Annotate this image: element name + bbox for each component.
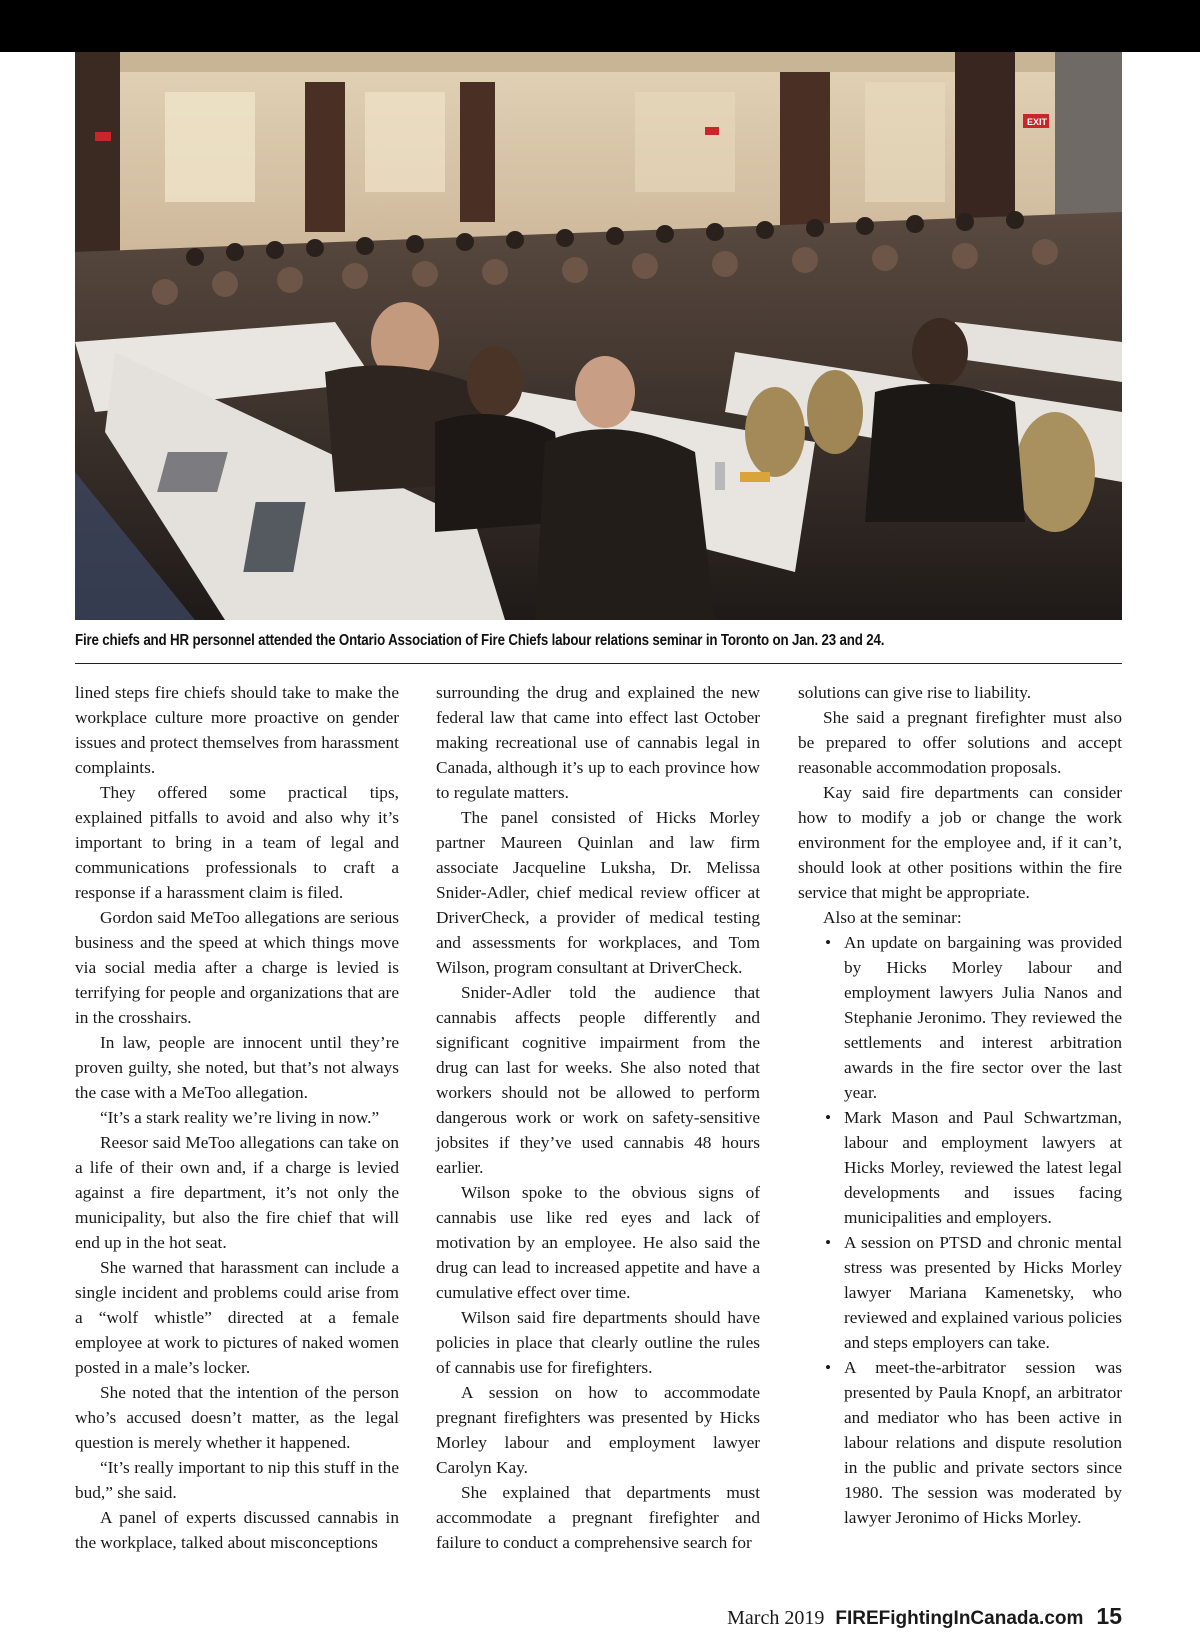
- list-item: [798, 930, 1122, 1105]
- paragraph: She noted that the intention of the person who’s accused doesn’t matter, as the legal question is merely whether it happened.: [75, 1383, 399, 1452]
- paragraph: Snider-Adler told the audience that cannabis affects people differently and significant cognitive impairment from the drug can last for weeks. She also noted that workers should not be allowed to perform dangerous work or work on safety-sensitive jobsites if they’ve used cannabis 48 hours earlier.: [436, 983, 760, 1177]
- paragraph: The panel consisted of Hicks Morley partner Maureen Quinlan and law firm associate Jacqueline Luksha, Dr. Melissa Snider-Adler, chief medical review officer at DriverCheck, a provider of medical testing and assessments for workplaces, and Tom Wilson, program consultant at DriverCheck.: [436, 808, 760, 977]
- paragraph: lined steps fire chiefs should take to make the workplace culture more proactive on gender issues and protect themselves from harassment complaints.: [75, 683, 399, 777]
- paragraph: Kay said fire departments can consider how to modify a job or change the work environment for the employee and, if it can’t, should look at other positions within the fire service that might be appropriate.: [798, 783, 1122, 902]
- page-footer: [727, 1603, 1122, 1630]
- paragraph: Wilson said fire departments should have policies in place that clearly outline the rules of cannabis use for firefighters.: [436, 1308, 760, 1377]
- list-item-text: A meet-the-arbitrator session was presented by Paula Knopf, an arbitrator and mediator who has been active in labour relations and dispute resolution in the public and private sectors since 1980. The session was moderated by lawyer Jeronimo of Hicks Morley.: [844, 1358, 1122, 1527]
- paragraph: Also at the seminar:: [823, 908, 962, 927]
- issue-date: March 2019: [727, 1607, 825, 1629]
- photo-caption: Fire chiefs and HR personnel attended the Ontario Association of Fire Chiefs labour relations seminar in Toronto on Jan. 23 and 24.: [75, 632, 885, 649]
- list-item: [798, 1105, 1122, 1230]
- paragraph: “It’s really important to nip this stuff in the bud,” she said.: [75, 1458, 399, 1502]
- paragraph: solutions can give rise to liability.: [798, 683, 1032, 702]
- paragraph: They offered some practical tips, explained pitfalls to avoid and also why it’s important to bring in a team of legal and communications professionals to craft a response if a harassment claim is filed.: [75, 783, 399, 902]
- bullet-icon: •: [825, 1108, 832, 1127]
- paragraph: Gordon said MeToo allegations are serious business and the speed at which things move via social media after a charge is levied is terrifying for people and organizations that are in the crosshairs.: [75, 908, 399, 1027]
- paragraph: In law, people are innocent until they’re proven guilty, she noted, but that’s not always the case with a MeToo allegation.: [75, 1033, 399, 1102]
- bullet-icon: •: [825, 933, 832, 952]
- list-item: [798, 1355, 1122, 1530]
- list-item: [798, 1230, 1122, 1355]
- paragraph: She explained that departments must accommodate a pregnant firefighter and failure to conduct a comprehensive search for: [436, 1483, 760, 1552]
- article-column-1: [75, 680, 399, 1555]
- paragraph: Wilson spoke to the obvious signs of cannabis use like red eyes and lack of motivation by an employee. He also said the drug can lead to increased appetite and have a cumulative effect over time.: [436, 1183, 760, 1302]
- page-number: 15: [1096, 1603, 1122, 1629]
- paragraph: She warned that harassment can include a single incident and problems could arise from a “wolf whistle” directed at a female employee at work to pictures of naked women posted in a male’s locker.: [75, 1258, 399, 1377]
- conference-audience-photo: [75, 52, 1122, 620]
- seminar-bullet-list: [798, 930, 1122, 1530]
- paragraph: She said a pregnant firefighter must also be prepared to offer solutions and accept reasonable accommodation proposals.: [798, 708, 1122, 777]
- website-link[interactable]: FIREFightingInCanada.com: [835, 1608, 1084, 1629]
- paragraph: surrounding the drug and explained the new federal law that came into effect last October making recreational use of cannabis legal in Canada, although it’s up to each province how to regulate matters.: [436, 683, 760, 802]
- list-item-text: An update on bargaining was provided by Hicks Morley labour and employment lawyers Julia Nanos and Stephanie Jeronimo. They reviewed the settlements and interest arbitration awards in the fire sector over the last year.: [844, 933, 1122, 1102]
- article-column-3: [798, 680, 1122, 1530]
- paragraph: A panel of experts discussed cannabis in the workplace, talked about misconceptions: [75, 1508, 399, 1552]
- paragraph: “It’s a stark reality we’re living in now.”: [100, 1108, 380, 1127]
- top-black-bar: [0, 0, 1200, 52]
- list-item-text: Mark Mason and Paul Schwartzman, labour and employment lawyers at Hicks Morley, reviewed the latest legal developments and issues facing municipalities and employers.: [844, 1108, 1122, 1227]
- list-item-text: A session on PTSD and chronic mental stress was presented by Hicks Morley lawyer Mariana Kamenetsky, who reviewed and explained various policies and steps employers can take.: [844, 1233, 1122, 1352]
- article-column-2: [436, 680, 760, 1555]
- paragraph: Reesor said MeToo allegations can take on a life of their own and, if a charge is levied against a fire department, it’s not only the municipality, but also the fire chief that will end up in the hot seat.: [75, 1133, 399, 1252]
- bullet-icon: •: [825, 1358, 832, 1377]
- caption-divider: [75, 663, 1122, 664]
- exit-sign-text: EXIT: [1027, 117, 1048, 127]
- bullet-icon: •: [825, 1233, 832, 1252]
- paragraph: A session on how to accommodate pregnant firefighters was presented by Hicks Morley labour and employment lawyer Carolyn Kay.: [436, 1383, 760, 1477]
